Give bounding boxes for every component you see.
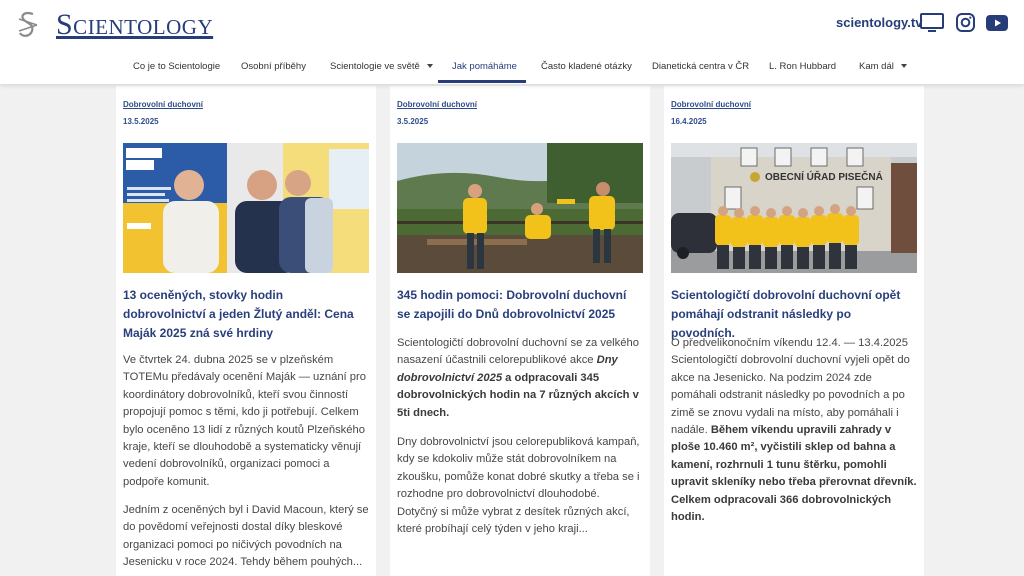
excerpt-bold-text: a odpracovali 345 dobrovolnických hodin na 7 různých akcích v 5ti dnech. [397, 371, 639, 419]
chevron-down-icon [901, 64, 907, 68]
nav-item-label: Kam dál [859, 61, 894, 72]
nav-item-dianeticka-centra[interactable] [652, 61, 749, 73]
article-card [664, 86, 924, 576]
article-image[interactable] [123, 143, 369, 273]
article-excerpt: Jedním z oceněných byl i David Macoun, který se do povědomí veřejnosti dostal díky bleskové organizaci pomoci po ničivých povodních na Jesenicku v roce 2024. Tehdy během pouhých... [123, 504, 369, 569]
nav-item-label: Osobní příběhy [241, 61, 306, 72]
excerpt-emphasis: Dny dobrovolnictví 2025 [397, 354, 618, 384]
nav-item-osobni-pribehy[interactable] [241, 61, 306, 73]
nav-item-label: Jak pomáháme [452, 61, 517, 72]
scientology-symbol-icon[interactable] [16, 10, 40, 40]
nav-item-label: Scientologie ve světě [330, 61, 420, 72]
article-date: 13.5.2025 [123, 117, 159, 126]
excerpt-bold-text: Během víkendu upravili zahrady v ploše 10.460 m², vyčistili sklep od bahna a kamení, rozhrnuli 1 tunu štěrku, pomohli upravit skleníky nebo třeba přerovnat dřevník. Celkem odpracovali 366 dobrovolnických hodin. [671, 424, 917, 524]
nav-item-label: Co je to Scientologie [133, 61, 221, 72]
nav-item-scientologie-ve-svete[interactable] [330, 61, 433, 73]
scientology-tv-link[interactable]: scientology.tv [836, 15, 923, 30]
nav-item-l-ron-hubbard[interactable] [769, 61, 836, 73]
site-header [0, 0, 1024, 84]
article-title[interactable]: 345 hodin pomoci: Dobrovolní duchovní se zapojili do Dnů dobrovolnictví 2025 [397, 288, 627, 321]
article-image[interactable] [671, 143, 917, 273]
nav-item-kam-dal[interactable] [859, 61, 907, 73]
youtube-icon[interactable] [985, 12, 1009, 34]
nav-item-jak-pomahame[interactable] [452, 61, 517, 73]
tv-icon[interactable] [920, 12, 944, 34]
site-logo[interactable]: Scientology [56, 8, 214, 41]
article-category[interactable]: Dobrovolní duchovní [123, 100, 203, 109]
building-sign-text: OBECNÍ ÚŘAD PISEČNÁ [765, 172, 883, 183]
nav-item-label: Dianetická centra v ČR [652, 61, 750, 72]
chevron-down-icon [427, 64, 433, 68]
article-title[interactable]: 13 oceněných, stovky hodin dobrovolnictví a jeden Žlutý anděl: Cena Maják 2025 zná své hrdiny [123, 288, 354, 340]
article-image-graphic [123, 143, 369, 273]
excerpt-text: O předvelikonočním víkendu 12.4. — 13.4.2025 Scientologičtí dobrovolní duchovní vyjeli opět do akce na Jesenicko. Na podzim 2024 zde pomáhali odstranit následky po povodních a po zimě se znovu vydali na místo, aby pomáhali i nadále. [671, 337, 910, 437]
article-category[interactable]: Dobrovolní duchovní [397, 100, 477, 109]
article-image[interactable] [397, 143, 643, 273]
nav-item-label: Často kladené otázky [541, 61, 632, 72]
article-card [390, 86, 650, 576]
article-title[interactable]: Scientologičtí dobrovolní duchovní opět pomáhají odstranit následky po povodních. [671, 288, 901, 340]
article-image-graphic [397, 143, 643, 273]
nav-item-co-je-scientologie[interactable] [133, 61, 220, 73]
article-excerpt [671, 335, 917, 526]
article-image-graphic [671, 143, 917, 273]
article-date: 16.4.2025 [671, 117, 707, 126]
nav-item-label: L. Ron Hubbard [769, 61, 837, 72]
article-card [116, 86, 376, 576]
nav-item-caste-otazky[interactable] [541, 61, 632, 73]
article-excerpt: Dny dobrovolnictví jsou celorepubliková kampaň, kdy se kdokoliv může stát dobrovolníkem na zkoušku, pomůže konat dobré skutky a třeba se i rozhodne pro dobrovolnictví dlouhodobé. Dotyčný si může vybrat z desítek různých akcí, které probíhají celý týden v jeho kraji... [397, 436, 640, 536]
article-excerpt: Ve čtvrtek 24. dubna 2025 se v plzeňském TOTEMu předávaly ocenění Maják — uznání pro koordinátory dobrovolníků, kteří svou činností propojují pomoc s těmi, kdo ji potřebují. Celkem bylo oceněno 13 lidí z různých koutů Plzeňského kraje, kteří se dlouhodobě a systematicky věnují vedení dobrovolníků, organizaci pomoci a podpoře komunit. [123, 354, 366, 488]
instagram-icon[interactable] [953, 12, 977, 34]
excerpt-text: Scientologičtí dobrovolní duchovní se za velkého nasazení účastnili celorepublikové akce [397, 337, 639, 367]
active-nav-indicator [438, 80, 526, 83]
article-excerpt [397, 335, 643, 422]
article-date: 3.5.2025 [397, 117, 429, 126]
article-category[interactable]: Dobrovolní duchovní [671, 100, 751, 109]
